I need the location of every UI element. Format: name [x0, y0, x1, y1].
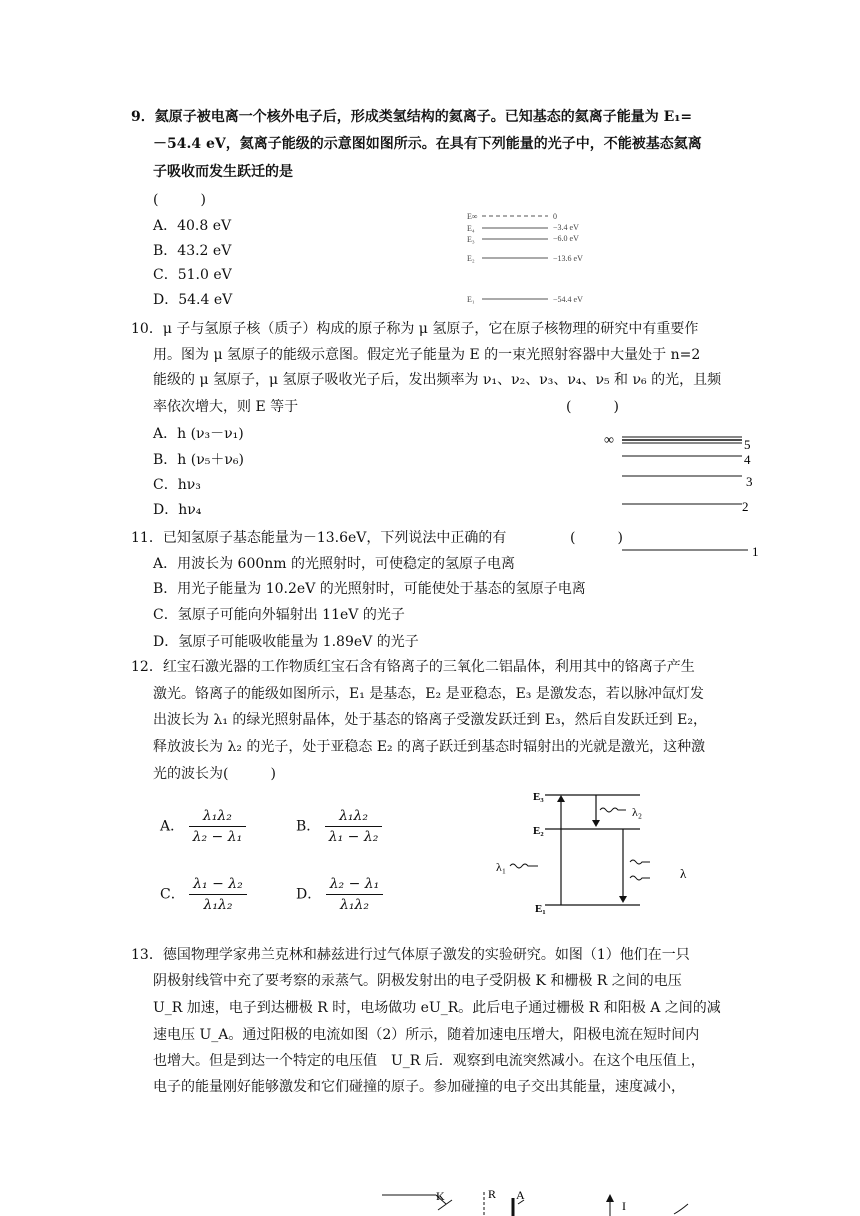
level-value-inf: 0 [553, 212, 557, 221]
q9-option-c: C．51.0 eV [153, 267, 232, 283]
q11-paren: ( ) [570, 530, 623, 546]
level-label-1: E₁ [467, 295, 475, 304]
level-value-4: −3.4 eV [553, 223, 579, 232]
lambda1-label: λ₁ [496, 860, 507, 874]
q13-line2: 阴极射线管中充了要考察的汞蒸气。阴极发射出的电子受阴极 K 和栅极 R 之间的电压 [153, 973, 682, 989]
current-axis-label: I [622, 1199, 626, 1213]
q10-line3: 能级的 μ 氢原子，μ 氢原子吸收光子后，发出频率为 ν₁、ν₂、ν₃、ν₄、ν₅ 和 ν₆ 的光，且频 [153, 372, 722, 388]
grid-label: R [488, 1187, 497, 1201]
infinity-label: ∞ [604, 433, 614, 448]
q11-option-b: B．用光子能量为 10.2eV 的光照射时，可能使处于基态的氢原子电离 [153, 581, 586, 597]
q12-line1: 12．红宝石激光器的工作物质红宝石含有铬离子的三氧化二铝晶体，利用其中的铬离子产生 [131, 659, 695, 675]
q12-line2: 激光。铬离子的能级如图所示，E₁ 是基态，E₂ 是亚稳态，E₃ 是激发态，若以脉冲氙灯发 [153, 686, 704, 702]
q11-option-d: D．氢原子可能吸收能量为 1.89eV 的光子 [153, 634, 419, 650]
q10-line2: 用。图为 μ 氢原子的能级示意图。假定光子能量为 E 的一束光照射容器中大量处于 n=2 [153, 347, 701, 363]
helium-energy-level-diagram [464, 208, 614, 308]
q9-option-a: A．40.8 eV [153, 218, 232, 234]
q12-option-d: D． $\frac{\text{λ₂ − λ₁}}{\text{λ₁λ₂}}$ [296, 874, 383, 915]
level-1: 1 [752, 544, 759, 559]
lambda-label: λ [680, 866, 687, 881]
q10-line4: 率依次增大，则 E 等于 [153, 399, 299, 415]
level-value-3: −6.0 eV [553, 234, 579, 243]
q12-line3: 出波长为 λ₁ 的绿光照射晶体，处于基态的铬离子受激发跃迁到 E₃，然后自发跃迁到 E₂， [153, 712, 707, 728]
q13-line5: 也增大。但是到达一个特定的电压值 U_R 后．观察到电流突然减小。在这个电压值上， [153, 1053, 705, 1069]
e3-label: E₃ [533, 791, 544, 803]
q10-option-b: B．h (ν₅＋ν₆) [153, 452, 244, 468]
muon-hydrogen-level-diagram [600, 428, 770, 560]
q9-line2: －54.4 eV，氦离子能级的示意图如图所示。在具有下列能量的光子中，不能被基态氦离 [153, 136, 702, 152]
level-5: 5 [744, 437, 751, 452]
q11-option-a: A．用波长为 600nm 的光照射时，可使稳定的氢原子电离 [153, 556, 516, 572]
level-3: 3 [746, 474, 753, 489]
q9-option-d: D．54.4 eV [153, 292, 233, 308]
level-label-3: E₃ [467, 235, 475, 244]
level-2: 2 [742, 499, 749, 514]
cathode-label: K [436, 1189, 445, 1203]
q13-line1: 13．德国物理学家弗兰克林和赫兹进行过气体原子激发的实验研究。如图（1）他们在一只 [131, 947, 690, 963]
q9-paren: ( ) [153, 192, 206, 208]
q12-option-a: A． $\frac{\text{λ₁λ₂}}{\text{λ₂ − λ₁}}$ [160, 806, 246, 847]
q12-option-c: C． $\frac{\text{λ₁ − λ₂}}{\text{λ₁λ₂}}$ [160, 874, 247, 915]
q10-option-d: D．hν₄ [153, 502, 202, 518]
chromium-level-diagram [490, 786, 700, 916]
q11-line1: 11．已知氢原子基态能量为－13.6eV，下列说法中正确的有 [131, 530, 507, 546]
level-label-inf: E∞ [467, 212, 478, 221]
franck-hertz-figures [376, 1184, 706, 1216]
q13-line3: U_R 加速，电子到达栅极 R 时，电场做功 eU_R。此后电子通过栅极 R 和阳极 A 之间的减 [153, 1000, 721, 1016]
q11-option-c: C．氢原子可能向外辐射出 11eV 的光子 [153, 607, 405, 623]
level-value-1: −54.4 eV [553, 295, 583, 304]
q12-option-b: B． $\frac{\text{λ₁λ₂}}{\text{λ₁ − λ₂}}$ [296, 806, 382, 847]
e1-label: E₁ [535, 903, 546, 915]
level-value-2: −13.6 eV [553, 254, 583, 263]
level-4: 4 [744, 452, 751, 467]
q9-option-b: B．43.2 eV [153, 243, 232, 259]
q9-line1: 9．氦原子被电离一个核外电子后，形成类氢结构的氦离子。已知基态的氦离子能量为 E₁= [131, 109, 693, 125]
q10-paren: ( ) [566, 399, 619, 415]
q13-line6: 电子的能量刚好能够激发和它们碰撞的原子。参加碰撞的电子交出其能量，速度减小， [153, 1079, 685, 1095]
anode-label: A [516, 1188, 525, 1202]
e2-label: E₂ [533, 825, 544, 837]
q12-line4: 释放波长为 λ₂ 的光子，处于亚稳态 E₂ 的离子跃迁到基态时辐射出的光就是激光，这种激 [153, 739, 706, 755]
q10-line1: 10．μ 子与氢原子核（质子）构成的原子称为 μ 氢原子，它在原子核物理的研究中有重要作 [131, 321, 699, 337]
q13-line4: 速电压 U_A。通过阳极的电流如图（2）所示，随着加速电压增大，阳极电流在短时间内 [153, 1027, 700, 1043]
q10-option-c: C．hν₃ [153, 477, 201, 493]
q9-line3: 子吸收而发生跃迁的是 [153, 164, 293, 180]
level-label-4: E₄ [467, 224, 475, 233]
q12-line5: 光的波长为( ) [153, 766, 276, 782]
q10-option-a: A．h (ν₃－ν₁) [153, 426, 244, 442]
lambda2-label: λ₂ [632, 805, 643, 819]
level-label-2: E₂ [467, 254, 475, 263]
